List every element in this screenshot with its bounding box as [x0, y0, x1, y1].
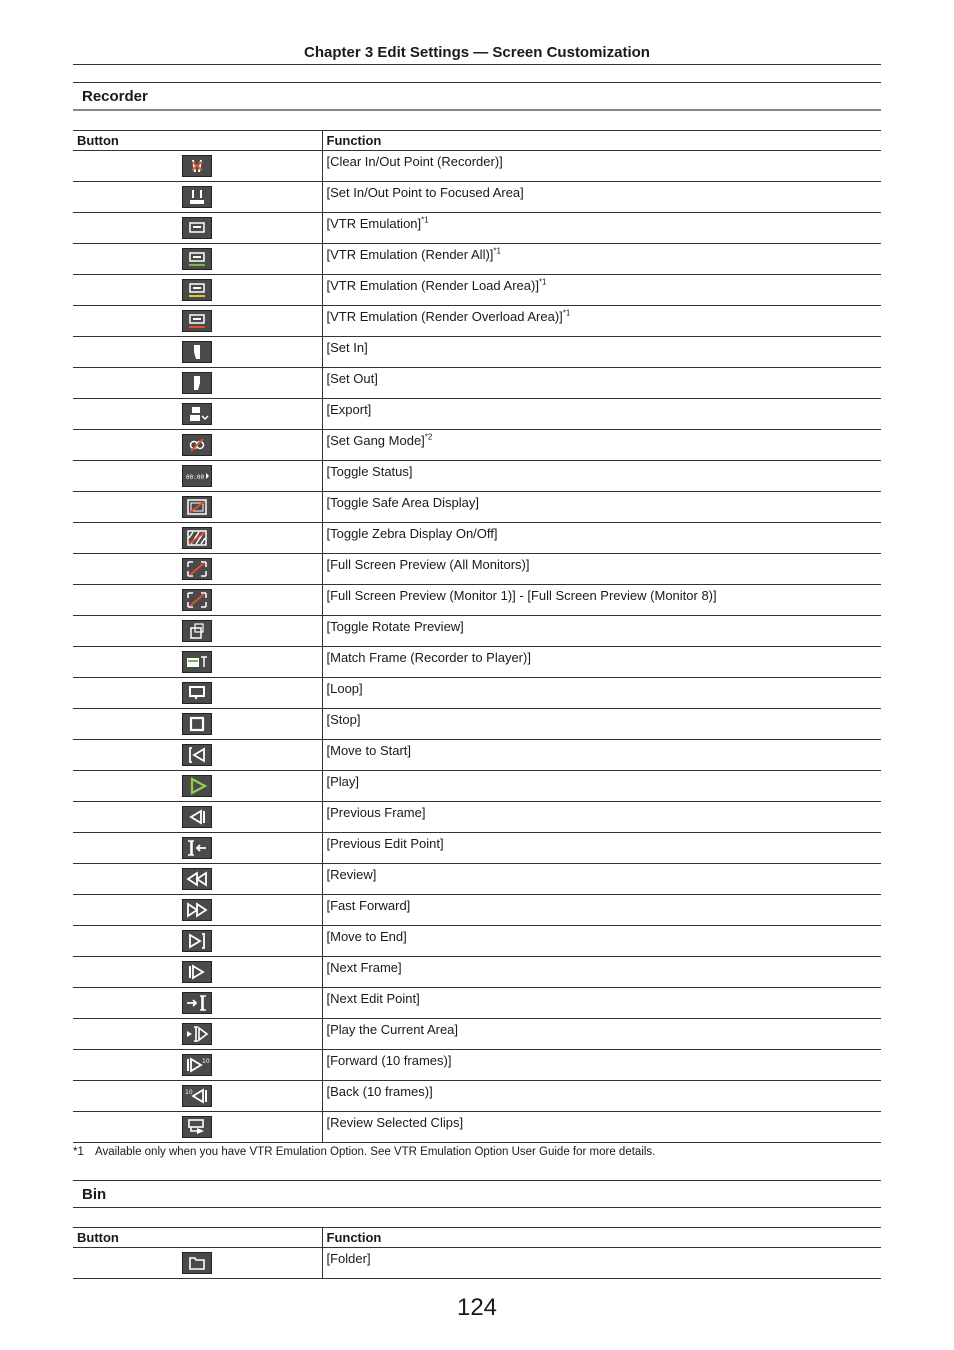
next-frame-icon — [182, 961, 212, 983]
table-header-row — [73, 131, 881, 151]
button-cell — [73, 151, 322, 182]
set-out-icon — [182, 372, 212, 394]
vtr-emulation-render-overload-icon — [182, 310, 212, 332]
function-cell — [322, 678, 881, 709]
function-label: [Move to End] — [326, 929, 407, 944]
table-row — [73, 337, 881, 368]
function-label: [Previous Edit Point] — [326, 836, 444, 851]
function-label: [Set In/Out Point to Focused Area] — [326, 185, 524, 200]
function-cell — [322, 461, 881, 492]
button-cell — [73, 647, 322, 678]
footnote-reference: *1 — [493, 246, 501, 256]
folder-icon — [182, 1252, 212, 1274]
function-cell — [322, 771, 881, 802]
function-label: [Next Edit Point] — [326, 991, 420, 1006]
function-cell — [322, 1050, 881, 1081]
table-row — [73, 709, 881, 740]
forward-10-icon — [182, 1054, 212, 1076]
vtr-emulation-render-load-icon — [182, 279, 212, 301]
button-cell — [73, 368, 322, 399]
function-label: [Set In] — [326, 340, 368, 355]
button-cell — [73, 678, 322, 709]
function-cell — [322, 833, 881, 864]
function-label: [Play] — [326, 774, 360, 789]
review-selected-clips-icon — [182, 1116, 212, 1138]
function-cell — [322, 740, 881, 771]
button-cell — [73, 709, 322, 740]
button-cell — [73, 492, 322, 523]
table-row — [73, 461, 881, 492]
play-current-area-icon — [182, 1023, 212, 1045]
stop-icon — [182, 713, 212, 735]
function-cell — [322, 709, 881, 740]
function-label: [Previous Frame] — [326, 805, 426, 820]
chapter-header: Chapter 3 Edit Settings — Screen Customization — [304, 44, 650, 61]
button-cell — [73, 833, 322, 864]
back-10-icon — [182, 1085, 212, 1107]
button-cell — [73, 182, 322, 213]
button-cell — [73, 1019, 322, 1050]
function-label: [Toggle Safe Area Display] — [326, 495, 479, 510]
gang-mode-icon — [182, 434, 212, 456]
button-cell — [73, 802, 322, 833]
function-cell — [322, 399, 881, 430]
page-number: 124 — [456, 1294, 498, 1321]
function-cell — [322, 368, 881, 399]
header-rule — [73, 64, 881, 65]
zebra-icon — [182, 527, 212, 549]
column-header-button: Button — [73, 1228, 322, 1248]
function-label: [Set Gang Mode] — [326, 433, 425, 448]
section-title-bin: Bin — [82, 1186, 107, 1203]
table-row — [73, 678, 881, 709]
button-cell — [73, 244, 322, 275]
set-in-out-focused-icon — [182, 186, 212, 208]
fast-forward-icon — [182, 899, 212, 921]
function-cell — [322, 1081, 881, 1112]
review-icon — [182, 868, 212, 890]
button-cell — [73, 926, 322, 957]
table-row — [73, 1112, 881, 1143]
button-cell — [73, 523, 322, 554]
button-cell — [73, 430, 322, 461]
function-cell — [322, 244, 881, 275]
function-label: [Toggle Zebra Display On/Off] — [326, 526, 498, 541]
table-row — [73, 585, 881, 616]
table-row — [73, 740, 881, 771]
function-cell — [322, 926, 881, 957]
function-cell — [322, 430, 881, 461]
set-in-icon — [182, 341, 212, 363]
button-cell — [73, 771, 322, 802]
button-cell — [73, 1112, 322, 1143]
function-cell — [322, 1112, 881, 1143]
svg-text:10: 10 — [202, 1058, 210, 1065]
function-label: [Next Frame] — [326, 960, 402, 975]
svg-text:10: 10 — [185, 1089, 193, 1096]
function-cell — [322, 957, 881, 988]
function-cell — [322, 337, 881, 368]
column-header-function: Function — [322, 1228, 881, 1248]
footnote-text: Available only when you have VTR Emulation Option. See VTR Emulation Option User Guide for more details. — [95, 1146, 656, 1158]
button-cell — [73, 864, 322, 895]
table-row — [73, 1081, 881, 1112]
function-cell — [322, 1019, 881, 1050]
section-title-recorder: Recorder — [82, 88, 148, 105]
button-cell — [73, 740, 322, 771]
function-label: [Toggle Status] — [326, 464, 413, 479]
footnote-reference: *1 — [538, 277, 547, 287]
table-row — [73, 275, 881, 306]
button-cell — [73, 988, 322, 1019]
button-cell — [73, 957, 322, 988]
function-label: [Toggle Rotate Preview] — [326, 619, 464, 634]
toggle-status-icon — [182, 465, 212, 487]
move-to-end-icon — [182, 930, 212, 952]
function-cell — [322, 895, 881, 926]
function-label: [VTR Emulation (Render Load Area)] — [326, 278, 539, 293]
clear-in-out-icon — [182, 155, 212, 177]
column-header-function: Function — [322, 131, 881, 151]
match-frame-icon — [182, 651, 212, 673]
table-row — [73, 244, 881, 275]
function-label: [Forward (10 frames)] — [326, 1053, 452, 1068]
table-row — [73, 399, 881, 430]
section-rule-bottom — [73, 109, 881, 111]
table-row — [73, 957, 881, 988]
next-edit-point-icon — [182, 992, 212, 1014]
function-label: [VTR Emulation (Render All)] — [326, 247, 494, 262]
full-screen-monitor-icon — [182, 589, 212, 611]
function-label: [Folder] — [326, 1251, 371, 1266]
button-cell — [73, 616, 322, 647]
table-row — [73, 213, 881, 244]
footnote-reference: *1 — [562, 308, 571, 318]
table-row — [73, 616, 881, 647]
button-cell — [73, 1248, 322, 1279]
table-header-row — [73, 1228, 881, 1248]
function-cell — [322, 213, 881, 244]
function-cell — [322, 647, 881, 678]
export-icon — [182, 403, 212, 425]
function-label: [Review Selected Clips] — [326, 1115, 464, 1130]
table-row — [73, 864, 881, 895]
svg-text:00:00: 00:00 — [186, 474, 205, 481]
function-cell — [322, 275, 881, 306]
footnote — [73, 1146, 655, 1158]
button-cell — [73, 337, 322, 368]
table-row — [73, 306, 881, 337]
footnote-reference: *1 — [421, 215, 429, 225]
function-label: [Loop] — [326, 681, 363, 696]
function-label: [Full Screen Preview (All Monitors)] — [326, 557, 530, 572]
function-cell — [322, 988, 881, 1019]
footnote-reference: *2 — [424, 432, 433, 442]
bin-rule-bottom — [73, 1207, 881, 1208]
function-label: [Move to Start] — [326, 743, 412, 758]
safe-area-icon — [182, 496, 212, 518]
button-cell — [73, 275, 322, 306]
table-row — [73, 988, 881, 1019]
button-cell — [73, 306, 322, 337]
move-to-start-icon — [182, 744, 212, 766]
function-label: [Export] — [326, 402, 372, 417]
previous-edit-point-icon — [182, 837, 212, 859]
table-row — [73, 151, 881, 182]
column-header-button: Button — [73, 131, 322, 151]
function-label: [Match Frame (Recorder to Player)] — [326, 650, 531, 665]
table-row — [73, 647, 881, 678]
table-row — [73, 926, 881, 957]
button-cell — [73, 461, 322, 492]
function-cell — [322, 523, 881, 554]
table-row — [73, 492, 881, 523]
recorder-button-table — [73, 130, 881, 1143]
table-row — [73, 182, 881, 213]
table-row — [73, 833, 881, 864]
function-cell — [322, 182, 881, 213]
table-row — [73, 368, 881, 399]
table-row — [73, 895, 881, 926]
full-screen-all-icon — [182, 558, 212, 580]
button-cell — [73, 1081, 322, 1112]
button-cell — [73, 213, 322, 244]
button-cell — [73, 585, 322, 616]
function-cell — [322, 151, 881, 182]
section-rule-top — [73, 82, 881, 83]
function-label: [Set Out] — [326, 371, 378, 386]
table-row — [73, 554, 881, 585]
function-label: [VTR Emulation (Render Overload Area)] — [326, 309, 563, 324]
footnote-mark: *1 — [73, 1146, 84, 1158]
function-label: [Fast Forward] — [326, 898, 411, 913]
function-cell — [322, 492, 881, 523]
button-cell — [73, 1050, 322, 1081]
button-cell — [73, 399, 322, 430]
function-cell — [322, 585, 881, 616]
table-row — [73, 1248, 881, 1279]
table-row — [73, 1050, 881, 1081]
previous-frame-icon — [182, 806, 212, 828]
function-label: [Review] — [326, 867, 377, 882]
function-label: [Stop] — [326, 712, 361, 727]
function-label: [VTR Emulation] — [326, 216, 422, 231]
function-cell — [322, 616, 881, 647]
loop-icon — [182, 682, 212, 704]
table-row — [73, 523, 881, 554]
function-label: [Back (10 frames)] — [326, 1084, 433, 1099]
table-row — [73, 430, 881, 461]
button-cell — [73, 554, 322, 585]
vtr-emulation-icon — [182, 217, 212, 239]
function-label: [Full Screen Preview (Monitor 1)] - [Full Screen Preview (Monitor 8)] — [326, 588, 717, 603]
play-icon — [182, 775, 212, 797]
table-row — [73, 771, 881, 802]
vtr-emulation-render-all-icon — [182, 248, 212, 270]
function-cell — [322, 1248, 881, 1279]
function-cell — [322, 306, 881, 337]
function-label: [Play the Current Area] — [326, 1022, 459, 1037]
button-cell — [73, 895, 322, 926]
function-label: [Clear In/Out Point (Recorder)] — [326, 154, 503, 169]
table-row — [73, 1019, 881, 1050]
function-cell — [322, 554, 881, 585]
table-row — [73, 802, 881, 833]
bin-rule-top — [73, 1180, 881, 1181]
rotate-preview-icon — [182, 620, 212, 642]
bin-button-table — [73, 1227, 881, 1279]
function-cell — [322, 802, 881, 833]
function-cell — [322, 864, 881, 895]
